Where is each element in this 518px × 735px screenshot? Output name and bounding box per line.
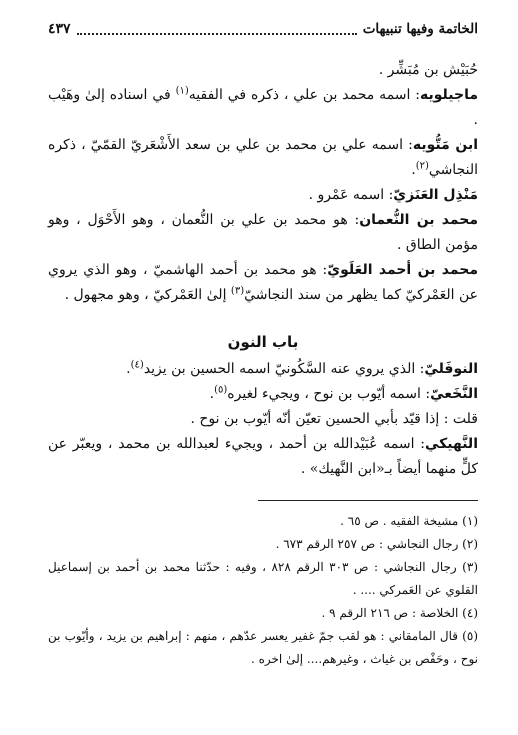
paragraph-tail: . — [126, 361, 131, 377]
paragraph-text: : اسمه محمد بن علي ، ذكره في الفقيه — [188, 87, 421, 103]
entry-term: ابن مَتُّويه — [412, 137, 478, 153]
paragraph-text: : الذي يروي عنه السَّكُونيّ اسمه الحسين بن يزيد — [143, 361, 425, 377]
paragraph-text: قلت : إذا قيّد بأبي الحسين تعيّن أنّه أيّوب بن نوح . — [190, 411, 478, 427]
running-title: الخاتمة وفيها تنبيهات — [362, 21, 478, 37]
section-paragraph-3 — [48, 407, 478, 432]
paragraph-text: : هو محمد بن علي بن النُّعمان ، وهو الأَحْوَل ، وهو مؤمن الطاق . — [48, 212, 478, 253]
paragraph-text: : اسمه علي بن محمد بن علي بن سعد الأَشْعَريّ القمّيّ ، ذكره النجاشي — [48, 137, 478, 178]
footnote-5: (٥) قال المامقاني : هو لقب جمّ غفير يعسر عدّهم ، منهم : إبراهيم بن يزيد ، وأيّوب بن نوح ، وحَفْص بن غياث ، وغيرهم.... إلىٰ اخره . — [48, 629, 478, 666]
paragraph-text: : هو محمد بن أحمد الهاشميّ ، وهو الذي يروي عن العَمْركيّ كما يظهر من سند النجاشيّ — [48, 262, 478, 303]
section-paragraph-4 — [48, 432, 478, 482]
paragraph-text: : اسمه عَمْرو . — [308, 187, 394, 203]
footnote-1: (١) مشيخة الفقيه . ص ٦٥ . — [340, 514, 478, 528]
footnote-3: (٣) رجال النجاشي : ص ٣٠٣ الرقم ٨٢٨ ، وفيه : حدّثنا محمد بن أحمد بن إسماعيل القلوي عن العَمركي .... . — [48, 560, 478, 597]
paragraph-text: : اسمه أيّوب بن نوح ، ويجيء لغيره — [227, 386, 431, 402]
section-paragraph-1 — [48, 357, 478, 382]
footnotes — [48, 510, 478, 671]
paragraph-3 — [48, 133, 478, 183]
spacer — [48, 308, 478, 324]
section-paragraph-2 — [48, 382, 478, 407]
footnote-separator — [258, 500, 478, 501]
paragraph-tail: إلىٰ العَمْركيّ ، وهو مجهول . — [64, 287, 231, 303]
footnote-ref: (٢) — [415, 160, 429, 172]
paragraph-5 — [48, 208, 478, 258]
main-text — [48, 58, 478, 482]
paragraph-tail: . — [411, 162, 416, 178]
header-leader-dots — [77, 23, 357, 35]
page-header — [48, 18, 478, 40]
entry-term: النوفَليّ — [424, 361, 478, 377]
entry-term: النَّهيكي — [424, 436, 478, 452]
paragraph-tail: في اسناده إلىٰ وهَيْب . — [48, 87, 478, 128]
footnote-2: (٢) رجال النجاشي : ص ٢٥٧ الرقم ٦٧٣ . — [275, 537, 478, 551]
entry-term: النَّخَعيّ — [430, 386, 478, 402]
paragraph-4 — [48, 183, 478, 208]
paragraph-2 — [48, 83, 478, 133]
entry-term: ماجيلويه — [420, 87, 478, 103]
paragraph-text: : اسمه عُبَيْدالله بن أحمد ، ويجيء لعبدالله بن محمد ، ويعبّر عن كلٍّ منهما أيضاً بـ«ابن النَّهيك» . — [48, 436, 478, 477]
footnote-ref: (٤) — [130, 359, 144, 371]
paragraph-alawi — [48, 258, 478, 308]
paragraph-text: حُبَيْش بن مُبَشِّر . — [378, 62, 478, 78]
paragraph-tail: . — [209, 386, 215, 402]
page-number: ٤٣٧ — [48, 21, 71, 37]
entry-term: محمد بن أحمد العَلَويّ — [327, 262, 479, 278]
footnote-ref: (١) — [175, 85, 189, 97]
paragraph-1 — [48, 58, 478, 83]
section-heading: باب النون — [227, 333, 299, 351]
footnote-4: (٤) الخلاصة : ص ٢١٦ الرقم ٩ . — [321, 606, 478, 620]
entry-term: محمد بن النُّعمان — [359, 212, 478, 228]
footnote-ref: (٥) — [214, 384, 228, 396]
footnote-ref: (٣) — [230, 285, 245, 297]
entry-term: مَنْذِل العَنَزيّ — [393, 187, 478, 203]
